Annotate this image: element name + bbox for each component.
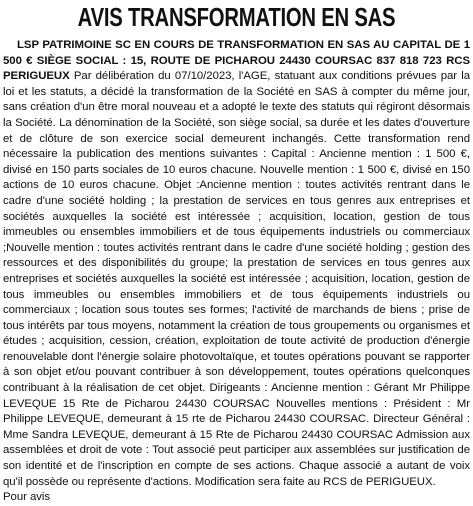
company-header: LSP PATRIMOINE SC EN COURS DE TRANSFORMATION EN SAS AU CAPITAL DE 1 500 € SIÈGE SOCIAL : 15, ROUTE DE PICHAROU 24430 COURSAC 837 818 723 RCS PERIGUEUX <box>3 39 470 83</box>
legal-notice <box>3 0 470 506</box>
notice-text: Par délibération du 07/10/2023, l'AGE, statuant aux conditions prévues par la loi et les statuts, a décidé la transformation de la Société en SAS à compter du même jour, sans création d'un être moral nouveau et a adopté le texte des statuts qui régiront désormais la Société. La dénomination de la Société, son siège social, sa durée et les dates d'ouverture et de clôture de son exercice social demeurent inchangés. Cette transformation rend nécessaire la publication des mentions suivantes : Capital : Ancienne mention : 1 500 €, divisé en 150 parts sociales de 10 euros chacune. Nouvelle mention : 1 500 €, divisé en 150 actions de 10 euros chacune. Objet :Ancienne mention : toutes activités rentrant dans le cadre d'une société holding ; la prestation de services en tous genres aux entreprises et sociétés auxquelles la société est intéressée ; acquisition, location, gestion de tous immeubles ou ensembles immobiliers et de tous équipements industriels ou commerciaux ;Nouvelle mention : toutes activités rentrant dans le cadre d'une société holding ; gestion des ressources et des disponibilités du groupe; la prestation de services en tous genres aux entreprises et sociétés auxquelles la société est intéressée ; acquisition, location, gestion de tous immeubles ou ensembles immobiliers et de tous équipements industriels ou commerciaux ; location sous toutes ses formes; l'activité de marchands de biens ; prise de tous intérêts par tous moyens, notamment la création de tous groupements ou organismes et études ; acquisition, cession, création, exploitation de toute activité de production d'énergie renouvelable dont l'énergie solaire photovoltaïque, et toutes opérations pouvant se rapporter à son objet et/ou pouvant contribuer à son développement, toutes opérations quelconques contribuant à la réalisation de cet objet. Dirigeants : Ancienne mention : Gérant Mr Philippe LEVEQUE 15 Rte de Picharou 24430 COURSAC Nouvelles mentions : Président : Mr Philippe LEVEQUE, demeurant à 15 rte de Picharou 24430 COURSAC. Directeur Général : Mme Sandra LEVEQUE, demeurant à 15 Rte de Picharou 24430 COURSAC Admission aux assemblées et droit de vote : Tout associé peut participer aux assemblées sur justification de son identité et de l'inscription en compte de ses actions. Chaque associé a autant de voix qu'il possède ou représente d'actions. Modification sera faite au RCS de PERIGUEUX. <box>3 70 470 488</box>
notice-body <box>3 38 470 506</box>
signature-line: Pour avis <box>3 491 51 504</box>
notice-title: AVIS TRANSFORMATION EN SAS <box>77 2 396 32</box>
